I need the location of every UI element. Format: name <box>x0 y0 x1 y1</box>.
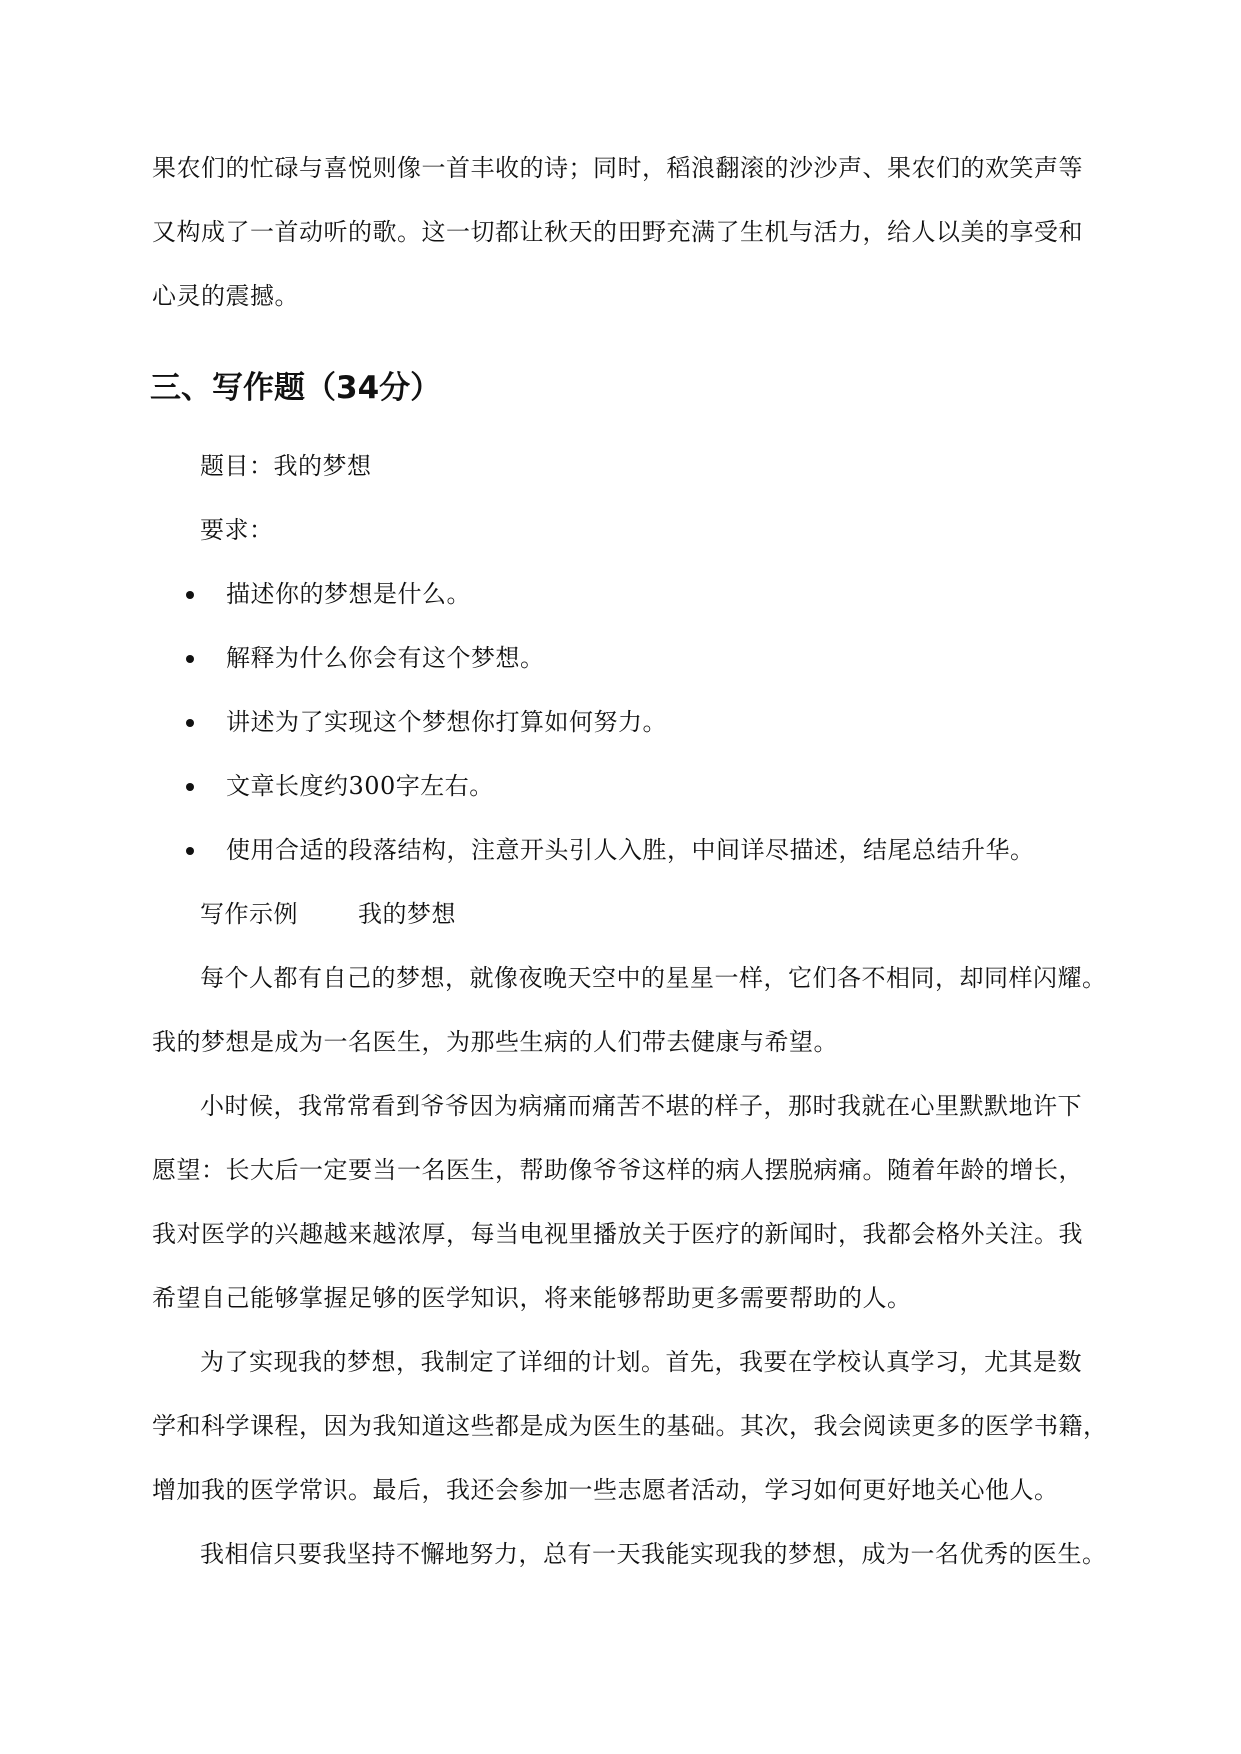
requirement-text: 文章长度约300字左右。 <box>226 772 494 800</box>
requirement-text: 讲述为了实现这个梦想你打算如何努力。 <box>226 708 667 736</box>
essay-line: 我相信只要我坚持不懈地努力，总有一天我能实现我的梦想，成为一名优秀的医生。 <box>200 1540 1107 1568</box>
bullet-icon <box>186 783 194 791</box>
requirement-item <box>186 834 1086 866</box>
continuation-line: 又构成了一首动听的歌。这一切都让秋天的田野充满了生机与活力，给人以美的享受和 <box>152 218 1083 246</box>
example-heading <box>200 898 1150 930</box>
requirement-item <box>186 642 1086 674</box>
essay-line: 希望自己能够掌握足够的医学知识，将来能够帮助更多需要帮助的人。 <box>152 1284 912 1312</box>
essay-line: 为了实现我的梦想，我制定了详细的计划。首先，我要在学校认真学习，尤其是数 <box>200 1348 1082 1376</box>
essay-line: 我的梦想是成为一名医生，为那些生病的人们带去健康与希望。 <box>152 1028 838 1056</box>
bullet-icon <box>186 719 194 727</box>
bullet-icon <box>186 591 194 599</box>
essay-line: 我对医学的兴趣越来越浓厚，每当电视里播放关于医疗的新闻时，我都会格外关注。我 <box>152 1220 1083 1248</box>
essay-line: 每个人都有自己的梦想，就像夜晚天空中的星星一样，它们各不相同，却同样闪耀。 <box>200 964 1107 992</box>
essay-line: 小时候，我常常看到爷爷因为病痛而痛苦不堪的样子，那时我就在心里默默地许下 <box>200 1092 1082 1120</box>
bullet-icon <box>186 847 194 855</box>
requirements-label: 要求： <box>200 516 274 544</box>
bullet-icon <box>186 655 194 663</box>
example-label: 写作示例 <box>200 900 298 928</box>
requirement-item <box>186 706 1086 738</box>
requirement-text: 描述你的梦想是什么。 <box>226 580 471 608</box>
essay-line: 增加我的医学常识。最后，我还会参加一些志愿者活动，学习如何更好地关心他人。 <box>152 1476 1059 1504</box>
requirement-item <box>186 578 1086 610</box>
section-heading: 三、写作题（34分） <box>150 370 442 406</box>
requirement-text: 解释为什么你会有这个梦想。 <box>226 644 545 672</box>
continuation-line: 果农们的忙碌与喜悦则像一首丰收的诗；同时，稻浪翻滚的沙沙声、果农们的欢笑声等 <box>152 154 1083 182</box>
essay-line: 学和科学课程，因为我知道这些都是成为医生的基础。其次，我会阅读更多的医学书籍， <box>152 1412 1108 1440</box>
example-title: 我的梦想 <box>358 900 456 928</box>
requirement-item <box>186 770 1086 802</box>
requirement-text: 使用合适的段落结构，注意开头引人入胜，中间详尽描述，结尾总结升华。 <box>226 836 1035 864</box>
continuation-line: 心灵的震撼。 <box>152 282 299 310</box>
topic-line: 题目：我的梦想 <box>200 452 372 480</box>
essay-line: 愿望：长大后一定要当一名医生，帮助像爷爷这样的病人摆脱病痛。随着年龄的增长， <box>152 1156 1083 1184</box>
